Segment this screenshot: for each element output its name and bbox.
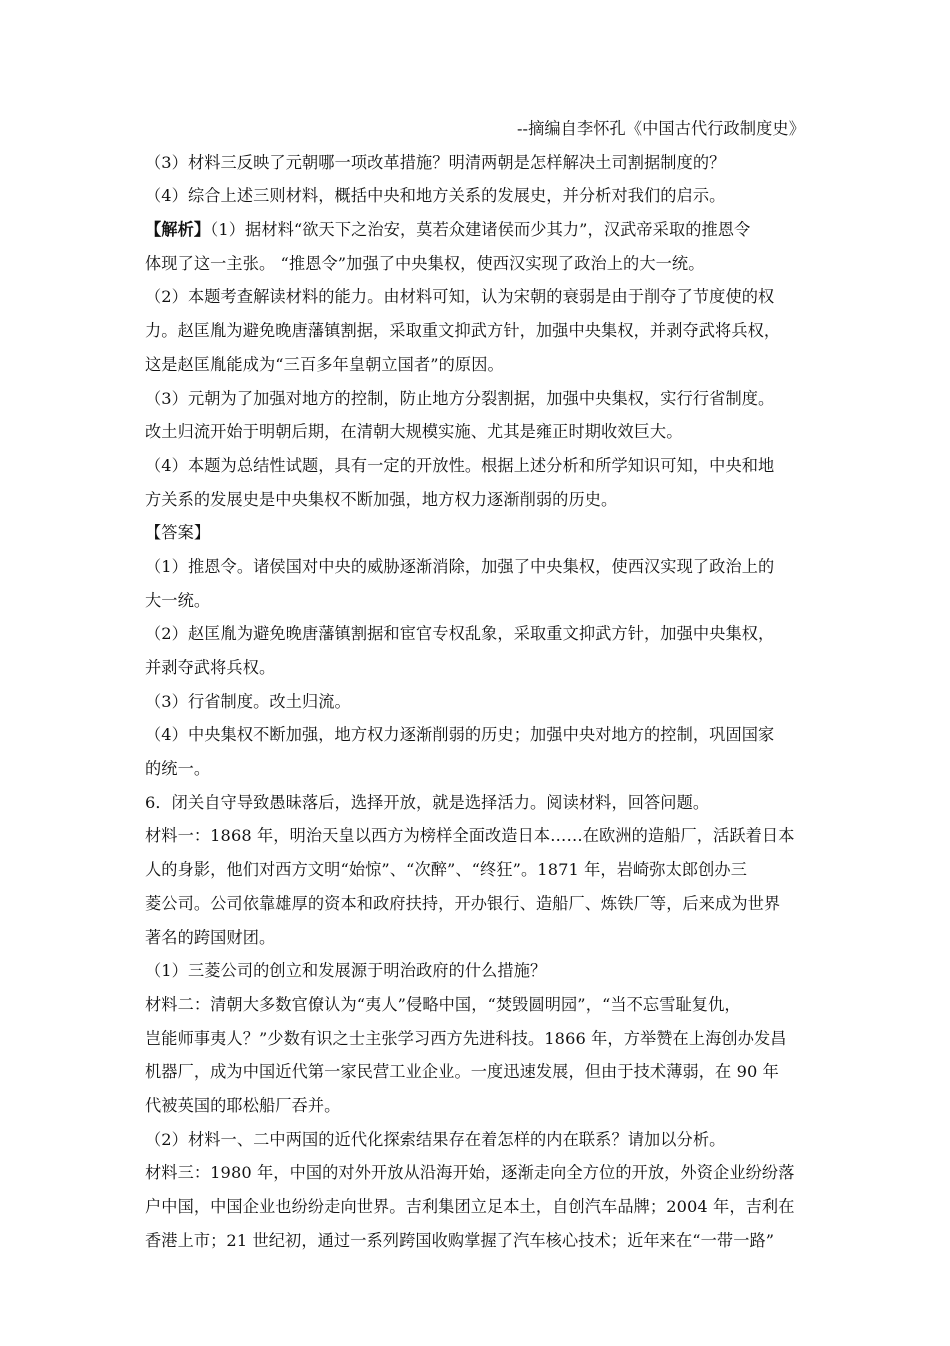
question-3: （3）材料三反映了元朝哪一项改革措施？明清两朝是怎样解决土司割据制度的？: [145, 152, 726, 172]
answer-4-line2: 的统一。: [145, 759, 211, 779]
answer-1-line1: （1）推恩令。诸侯国对中央的威胁逐渐消除，加强了中央集权，使西汉实现了政治上的: [145, 556, 775, 576]
material-1-line2: 人的身影，他们对西方文明“始惊”、“次醉”、“终狂”。1871 年，岩崎弥太郎创办三: [145, 860, 748, 880]
material-3-line3: 香港上市；21 世纪初，通过一系列跨国收购掌握了汽车核心技术；近年来在“一带一路”: [145, 1230, 775, 1250]
analysis-p3-line2: 改土归流开始于明朝后期，在清朝大规模实施、尤其是雍正时期收效巨大。: [145, 422, 683, 442]
answer-2-line2: 并剥夺武将兵权。: [145, 658, 276, 677]
question-6-stem: 6．闭关自守导致愚昧落后，选择开放，就是选择活力。阅读材料，回答问题。: [145, 792, 710, 812]
material-3-line2: 户中国，中国企业也纷纷走向世界。吉利集团立足本土，自创汽车品牌；2004 年，吉利在: [145, 1197, 795, 1216]
answer-1-line2: 大一统。: [145, 590, 211, 610]
analysis-p1-line2: 体现了这一主张。 “推恩令”加强了中央集权，使西汉实现了政治上的大一统。: [145, 253, 705, 273]
analysis-p2-line3: 这是赵匡胤能成为“三百多年皇朝立国者”的原因。: [145, 354, 504, 374]
material-2-line3: 机器厂，成为中国近代第一家民营工业企业。一度迅速发展，但由于技术薄弱，在 90 年: [145, 1062, 779, 1082]
analysis-p1-text: （1）据材料“欲天下之治安，莫若众建诸侯而少其力”，汉武帝采取的推恩令: [210, 220, 751, 240]
analysis-p2-line2: 力。赵匡胤为避免晚唐藩镇割据，采取重文抑武方针，加强中央集权，并剥夺武将兵权，: [145, 321, 781, 341]
material-2-line1: 材料二：清朝大多数官僚认为“夷人”侵略中国，“焚毁圆明园”，“当不忘雪耻复仇，: [145, 994, 741, 1014]
material-1-line1: 材料一：1868 年，明治天皇以西方为榜样全面改造日本……在欧洲的造船厂，活跃着日本: [145, 826, 795, 846]
material-1-line3: 菱公司。公司依靠雄厚的资本和政府扶持，开办银行、造船厂、炼铁厂等，后来成为世界: [145, 893, 781, 913]
material-2-line4: 代被英国的耶松船厂吞并。: [145, 1095, 341, 1115]
material-3-line1: 材料三：1980 年，中国的对外开放从沿海开始，逐渐走向全方位的开放，外资企业纷纷落: [145, 1163, 795, 1183]
document-page: [145, 112, 807, 1257]
analysis-p2-line1: （2）本题考查解读材料的能力。由材料可知，认为宋朝的衰弱是由于削夺了节度使的权: [145, 287, 775, 307]
analysis-p4-line2: 方关系的发展史是中央集权不断加强，地方权力逐渐削弱的历史。: [145, 489, 618, 509]
answer-label: 【答案】: [145, 523, 211, 543]
analysis-p3-line1: （3）元朝为了加强对地方的控制，防止地方分裂割据，加强中央集权，实行行省制度。: [145, 388, 775, 408]
answer-3: （3）行省制度。改土归流。: [145, 691, 351, 711]
question-6-1: （1）三菱公司的创立和发展源于明治政府的什么措施？: [145, 961, 547, 981]
citation: --摘编自李怀孔《中国古代行政制度史》: [516, 119, 805, 138]
material-1-line4: 著名的跨国财团。: [145, 927, 276, 947]
question-4: （4）综合上述三则材料，概括中央和地方关系的发展史，并分析对我们的启示。: [145, 186, 726, 206]
analysis-p1-line1: [145, 213, 807, 247]
analysis-p4-line1: （4）本题为总结性试题，具有一定的开放性。根据上述分析和所学知识可知，中央和地: [145, 455, 775, 475]
answer-2-line1: （2）赵匡胤为避免晚唐藩镇割据和宦官专权乱象，采取重文抑武方针，加强中央集权，: [145, 624, 775, 644]
material-2-line2: 岂能师事夷人？”少数有识之士主张学习西方先进科技。1866 年，方举赞在上海创办发昌: [145, 1028, 787, 1048]
question-6-2: （2）材料一、二中两国的近代化探索结果存在着怎样的内在联系？请加以分析。: [145, 1129, 726, 1149]
answer-4-line1: （4）中央集权不断加强，地方权力逐渐削弱的历史；加强中央对地方的控制，巩固国家: [145, 725, 775, 745]
analysis-label: 【解析】: [145, 220, 211, 240]
